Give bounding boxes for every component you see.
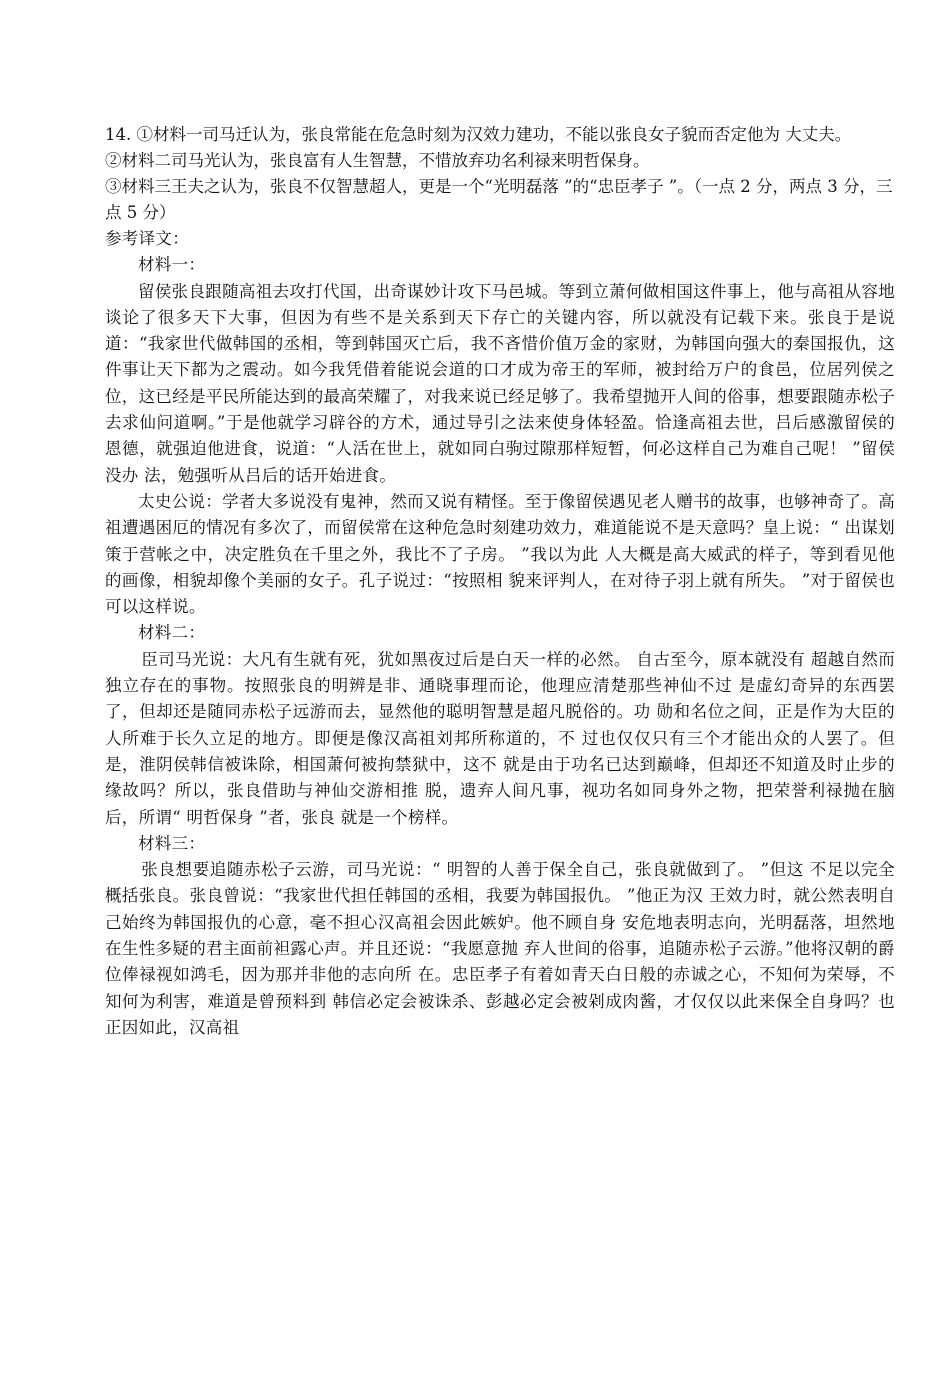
answer-section xyxy=(105,122,895,226)
document-page xyxy=(105,122,895,1041)
section-3-paragraph-1: 张良想要追随赤松子云游，司马光说：“ 明智的人善于保全自己，张良就做到了。 ”但这 不足以完全概括张良。张良曾说：“我家世代担任韩国的丞相，我要为韩国报仇。 ”他正为汉 王效力时，就公然表明自己始终为韩国报仇的心意，毫不担心汉高祖会因此嫉妒。他不顾自身 安危地表明志向，光明磊落，坦然地在生性多疑的君主面前袒露心声。并且还说：“我愿意抛 弃人世间的俗事，追随赤松子云游。”他将汉朝的爵位俸禄视如鸿毛，因为那并非他的志向所 在。忠臣孝子有着如青天白日般的赤诚之心，不知何为荣辱，不知何为利害，难道是曾预料到 韩信必定会被诛杀、彭越必定会被剁成肉酱，才仅仅以此来保全自身吗？也正因如此，汉高祖 xyxy=(105,860,895,1037)
translation-heading: 参考译文： xyxy=(105,229,189,248)
section-2-label: 材料二： xyxy=(138,623,206,643)
answer-point-2: ②材料二司马光认为，张良富有人生智慧，不惜放弃功名利禄来明哲保身。 xyxy=(105,151,650,170)
reference-translation xyxy=(105,226,895,1041)
section-2-paragraph-1: 臣司马光说：大凡有生就有死，犹如黑夜过后是白天一样的必然。 自古至今，原本就没有 超越自然而独立存在的事物。按照张良的明辨是非、通晓事理而论，他理应清楚那些神仙不过 是虚幻奇异的东西罢了，但却还是随同赤松子远游而去，显然他的聪明智慧是超凡脱俗的。功 勋和名位之间，正是作为大臣的人所难于长久立足的地方。即便是像汉高祖刘邦所称道的，不 过也仅仅只有三个才能出众的人罢了。但是，淮阴侯韩信被诛除，相国萧何被拘禁狱中，这不 就是由于功名已达到巅峰，但却还不知道及时止步的缘故吗？所以，张良借助与神仙交游相推 脱，遗弃人间凡事，视功名如同身外之物，把荣誉利禄抛在脑后，所谓“ 明哲保身 ”者，张良 就是一个榜样。 xyxy=(105,649,895,827)
section-1-paragraph-2: 太史公说：学者大多说没有鬼神，然而又说有精怪。至于像留侯遇见老人赠书的故事，也够神奇了。高祖遭遇困厄的情况有多次了，而留侯常在这种危急时刻建功效力，难道能说不是天意吗？皇上说：“ 出谋划策于营帐之中，决定胜负在千里之外，我比不了子房。 ”我以为此 人大概是高大威武的样子，等到看见他的画像，相貌却像个美丽的女子。孔子说过：“按照相 貌来评判人，在对待子羽上就有所失。 ”对于留侯也可以这样说。 xyxy=(105,491,895,617)
section-1-paragraph-1: 留侯张良跟随高祖去攻打代国，出奇谋妙计攻下马邑城。等到立萧何做相国这件事上，他与高祖从容地谈论了很多天下大事，但因为有些不是关系到天下存亡的关键内容，所以就没有记载下来。张良于是说道：“我家世代做韩国的丞相，等到韩国灭亡后，我不吝惜价值万金的家财，为韩国向强大的秦国报仇，这件事让天下都为之震动。如今我凭借着能说会道的口才成为帝王的军师，被封给万户的食邑，位居列侯之位，这已经是平民所能达到的最高荣耀了，对我来说已经足够了。我希望抛开人间的俗事，想要跟随赤松子去求仙问道啊。”于是他就学习辟谷的方术，通过导引之法来使身体轻盈。恰逢高祖去世，吕后感激留侯的恩德，就强迫他进食，说道：“人活在世上，就如同白驹过隙那样短暂，何必这样自己为难自己呢！ ”留侯没办 法，勉强听从吕后的话开始进食。 xyxy=(105,281,895,485)
section-3-label: 材料三： xyxy=(138,833,206,853)
answer-point-3: ③材料三王夫之认为，张良不仅智慧超人，更是一个“光明磊落 ”的“忠臣孝子 ”。（一点 2 分，两点 3 分，三点 5 分） xyxy=(105,177,893,222)
section-1-label: 材料一： xyxy=(138,255,206,275)
answer-point-1: 14. ①材料一司马迁认为，张良常能在危急时刻为汉效力建功，不能以张良女子貌而否定他为 大丈夫。 xyxy=(105,125,852,144)
